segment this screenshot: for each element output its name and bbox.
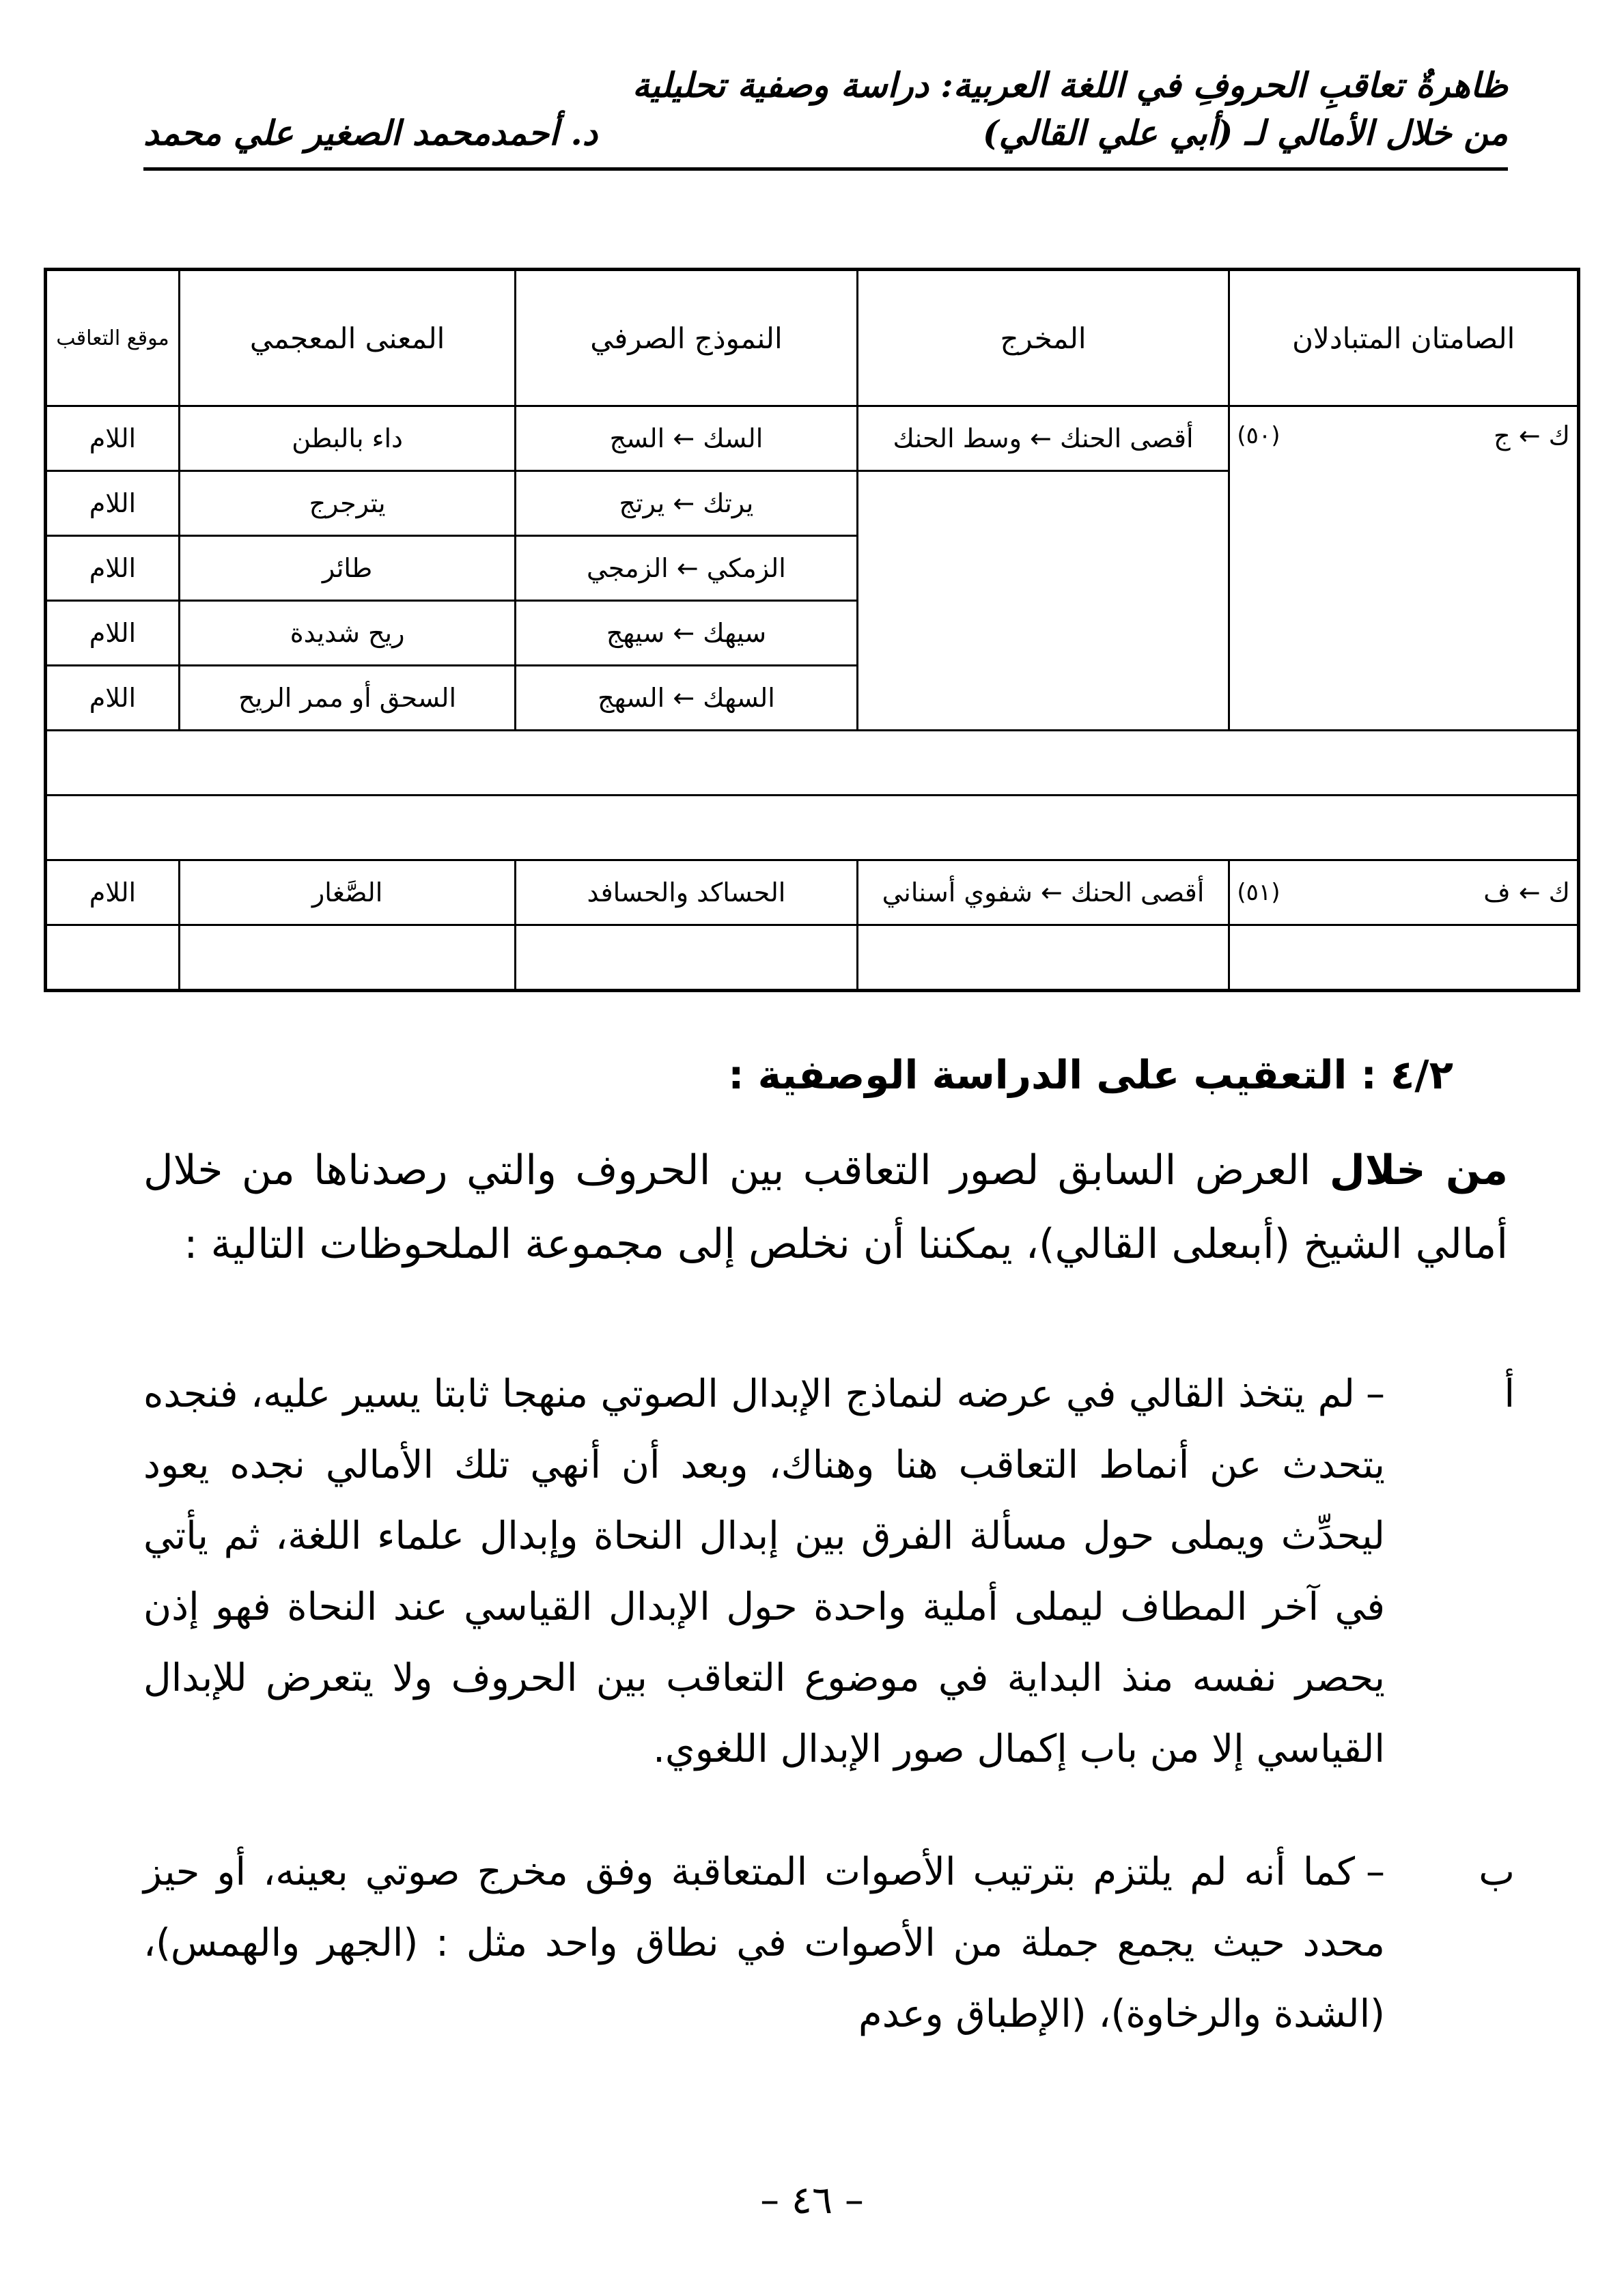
empty-cell <box>1229 925 1579 991</box>
empty-cell <box>179 925 515 991</box>
col-header-makhraj: المخرج <box>857 270 1229 406</box>
table-row-empty <box>46 796 1579 860</box>
table-row-empty <box>46 731 1579 796</box>
position-cell: اللام <box>46 406 180 471</box>
makhraj-cell-empty <box>857 471 1229 731</box>
empty-cell <box>46 796 1579 860</box>
meaning-cell: الصَّغار <box>179 860 515 925</box>
makhraj-cell: أقصى الحنك ← شفوي أسناني <box>857 860 1229 925</box>
substitution-table <box>44 268 1580 992</box>
pair-cell <box>1229 860 1579 925</box>
makhraj-cell: أقصى الحنك ← وسط الحنك <box>857 406 1229 471</box>
intro-paragraph <box>143 1134 1508 1281</box>
list-item-text: لم يتخذ القالي في عرضه لنماذج الإبدال الصوتي منهجا ثابتا يسير عليه، فنجده يتحدث عن أنماط التعاقب هنا وهناك، وبعد أن أنهي تلك الأمالي نجده يعود ليحدِّث ويملى حول مسألة الفرق بين إبدال النحاة وإبدال علماء اللغة، ثم يأتي في آخر المطاف ليملى أملية واحدة حول الإبدال القياسي عند النحاة فهو إذن يحصر نفسه منذ البداية في موضوع التعاقب بين الحروف ولا يتعرض للإبدال القياسي إلا من باب إكمال صور الإبدال اللغوي. <box>143 1372 1385 1771</box>
section-title: : التعقيب على الدراسة الوصفية : <box>728 1052 1377 1098</box>
meaning-cell: السحق أو ممر الريح <box>179 666 515 731</box>
table-row <box>46 860 1579 925</box>
list-marker: أ <box>1504 1372 1515 1416</box>
header-title: ظاهرةٌ تعاقبِ الحروفِ في اللغة العربية: دراسة وصفية تحليلية <box>632 65 1508 105</box>
position-cell: اللام <box>46 536 180 601</box>
meaning-cell: داء بالبطن <box>179 406 515 471</box>
empty-cell <box>46 925 180 991</box>
model-cell: سيهك ← سيهج <box>516 601 857 666</box>
running-header <box>143 61 1508 157</box>
meaning-cell: طائر <box>179 536 515 601</box>
section-number: ٤/٢ <box>1390 1052 1453 1098</box>
position-cell: اللام <box>46 666 180 731</box>
empty-cell <box>46 731 1579 796</box>
position-cell: اللام <box>46 601 180 666</box>
list-marker: ب <box>1479 1850 1515 1894</box>
table-header-row <box>46 270 1579 406</box>
model-cell: السهك ← السهج <box>516 666 857 731</box>
footnote-ref: (٥١) <box>1237 879 1280 906</box>
empty-cell <box>857 925 1229 991</box>
model-cell: السك ← السج <box>516 406 857 471</box>
col-header-model: النموذج الصرفي <box>516 270 857 406</box>
model-cell: الحساكد والحسافد <box>516 860 857 925</box>
model-cell: الزمكي ← الزمجي <box>516 536 857 601</box>
col-header-meaning: المعنى المعجمي <box>179 270 515 406</box>
list-item <box>143 1837 1515 2050</box>
list-item-text: كما أنه لم يلتزم بترتيب الأصوات المتعاقبة وفق مخرج صوتي بعينه، أو حيز محدد حيث يجمع جملة من الأصوات في نطاق واحد مثل : (الجهر والهمس)، (الشدة والرخاوة)، (الإطباق وعدم <box>143 1850 1385 2036</box>
list-item-body: –لم يتخذ القالي في عرضه لنماذج الإبدال الصوتي منهجا ثابتا يسير عليه، فنجده يتحدث عن أنماط التعاقب هنا وهناك، وبعد أن أنهي تلك الأمالي نجده يعود ليحدِّث ويملى حول مسألة الفرق بين إبدال النحاة وإبدال علماء اللغة، ثم يأتي في آخر المطاف ليملى أملية واحدة حول الإبدال القياسي عند النحاة فهو إذن يحصر نفسه منذ البداية في موضوع التعاقب بين الحروف ولا يتعرض للإبدال القياسي إلا من باب إكمال صور الإبدال اللغوي. <box>143 1372 1385 1771</box>
pair-value: ك ← ج <box>1494 421 1570 451</box>
meaning-cell: يترجرج <box>179 471 515 536</box>
header-author: د. أحمدمحمد الصغير علي محمد <box>143 113 598 153</box>
position-cell: اللام <box>46 860 180 925</box>
intro-bold: من خلال <box>1329 1147 1509 1194</box>
table <box>44 268 1580 992</box>
header-line-2 <box>143 109 1508 157</box>
pair-cell <box>1229 406 1579 731</box>
table-row <box>46 406 1579 471</box>
list-item <box>143 1359 1515 1785</box>
list-item-body: –كما أنه لم يلتزم بترتيب الأصوات المتعاقبة وفق مخرج صوتي بعينه، أو حيز محدد حيث يجمع جملة من الأصوات في نطاق واحد مثل : (الجهر والهمس)، (الشدة والرخاوة)، (الإطباق وعدم <box>143 1850 1385 2036</box>
table-row-empty <box>46 925 1579 991</box>
model-cell: يرتك ← يرتج <box>516 471 857 536</box>
header-subtitle: من خلال الأمالي لـ (أبي علي القالي) <box>983 113 1508 153</box>
header-rule <box>143 167 1508 171</box>
position-cell: اللام <box>46 471 180 536</box>
col-header-position: موقع التعاقب <box>46 270 180 406</box>
meaning-cell: ريح شديدة <box>179 601 515 666</box>
empty-cell <box>516 925 857 991</box>
footnote-ref: (٥٠) <box>1237 422 1280 449</box>
col-header-pair: الصامتان المتبادلان <box>1229 270 1579 406</box>
pair-value: ك ← ف <box>1483 877 1570 908</box>
intro-text: العرض السابق لصور التعاقب بين الحروف والتي رصدناها من خلال أمالي الشيخ (أبىعلى القالي)، يمكننا أن نخلص إلى مجموعة الملحوظات التالية : <box>143 1147 1508 1268</box>
page-number: – ٤٦ – <box>760 2178 864 2223</box>
section-heading <box>728 1052 1453 1098</box>
